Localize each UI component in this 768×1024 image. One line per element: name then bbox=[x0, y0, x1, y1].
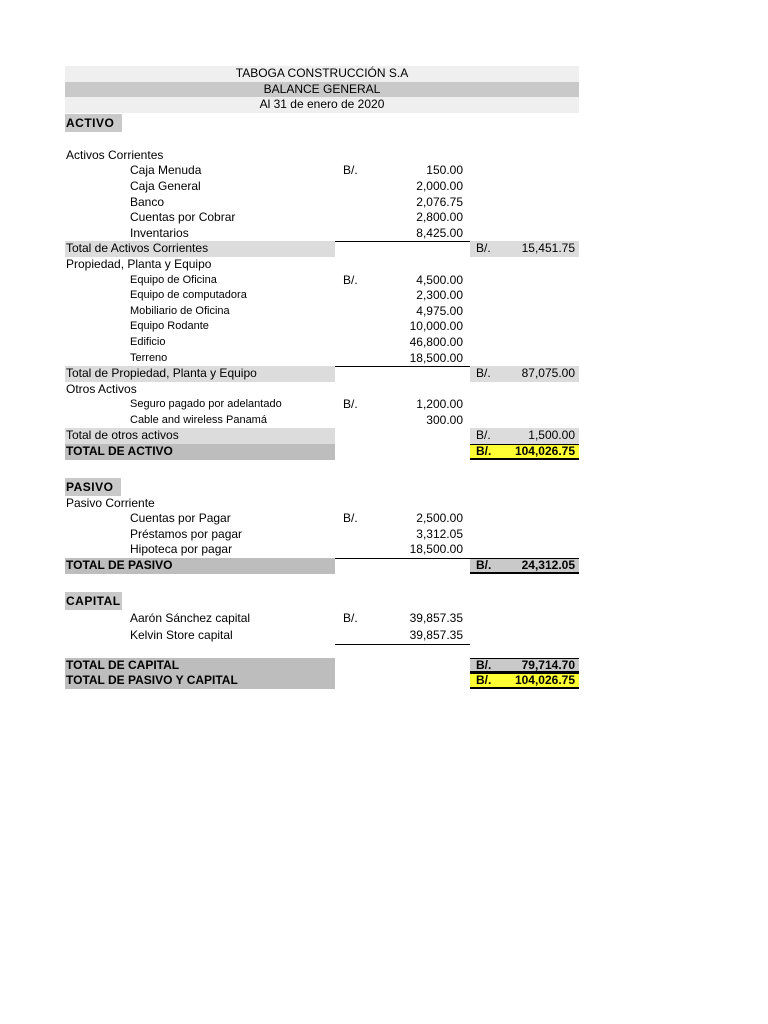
line-item: Equipo de Oficina B/. 4,500.00 bbox=[130, 272, 463, 287]
line-item: Mobiliario de Oficina 4,975.00 bbox=[130, 303, 463, 318]
line-item: Equipo Rodante 10,000.00 bbox=[130, 319, 463, 334]
line-item: Préstamos por pagar 3,312.05 bbox=[130, 526, 463, 541]
section-pasivo bbox=[65, 478, 579, 496]
line-item: Hipoteca por pagar 18,500.00 bbox=[130, 542, 463, 557]
propiedad-label-row: Propiedad, Planta y Equipo bbox=[66, 256, 212, 271]
report-date: Al 31 de enero de 2020 bbox=[65, 97, 579, 113]
line-item: Caja Menuda B/. 150.00 bbox=[130, 163, 463, 178]
line-item: Equipo de computadora 2,300.00 bbox=[130, 288, 463, 303]
company-name: TABOGA CONSTRUCCIÓN S.A bbox=[65, 66, 579, 82]
section-capital bbox=[65, 592, 579, 610]
total-activos-corrientes: Total de Activos Corrientes B/. 15,451.75 bbox=[65, 241, 579, 257]
line-item: Inventarios 8,425.00 bbox=[130, 225, 463, 240]
section-activo bbox=[65, 114, 579, 132]
activo-heading: ACTIVO bbox=[65, 114, 122, 132]
line-item: Kelvin Store capital 39,857.35 bbox=[130, 627, 463, 642]
pasivo-corriente-label-row: Pasivo Corriente bbox=[66, 495, 155, 510]
line-item: Seguro pagado por adelantado B/. 1,200.00 bbox=[130, 397, 463, 412]
line-item: Cuentas por Cobrar 2,800.00 bbox=[130, 210, 463, 225]
total-otros-activos: Total de otros activos B/. 1,500.00 bbox=[65, 428, 579, 444]
activos-corrientes-label-row: Activos Corrientes bbox=[66, 147, 164, 162]
line-item: Edificio 46,800.00 bbox=[130, 334, 463, 349]
pasivo-heading: PASIVO bbox=[65, 478, 121, 496]
balance-sheet bbox=[65, 66, 579, 689]
capital-heading: CAPITAL bbox=[66, 593, 121, 608]
total-activo: TOTAL DE ACTIVO B/. 104,026.75 bbox=[65, 444, 579, 460]
line-item: Aarón Sánchez capital B/. 39,857.35 bbox=[130, 610, 463, 625]
otros-activos-label-row: Otros Activos bbox=[66, 381, 137, 396]
total-pasivo-y-capital: TOTAL DE PASIVO Y CAPITAL B/. 104,026.75 bbox=[65, 673, 579, 689]
total-capital: TOTAL DE CAPITAL B/. 79,714.70 bbox=[65, 658, 579, 674]
line-item: Cable and wireless Panamá 300.00 bbox=[130, 412, 463, 427]
report-title: BALANCE GENERAL bbox=[65, 82, 579, 98]
line-item: Banco 2,076.75 bbox=[130, 194, 463, 209]
total-propiedad: Total de Propiedad, Planta y Equipo B/. 87,075.00 bbox=[65, 366, 579, 382]
line-item: Terreno 18,500.00 bbox=[130, 350, 463, 365]
total-pasivo: TOTAL DE PASIVO B/. 24,312.05 bbox=[65, 558, 579, 574]
line-item: Caja General 2,000.00 bbox=[130, 178, 463, 193]
line-item: Cuentas por Pagar B/. 2,500.00 bbox=[130, 511, 463, 526]
